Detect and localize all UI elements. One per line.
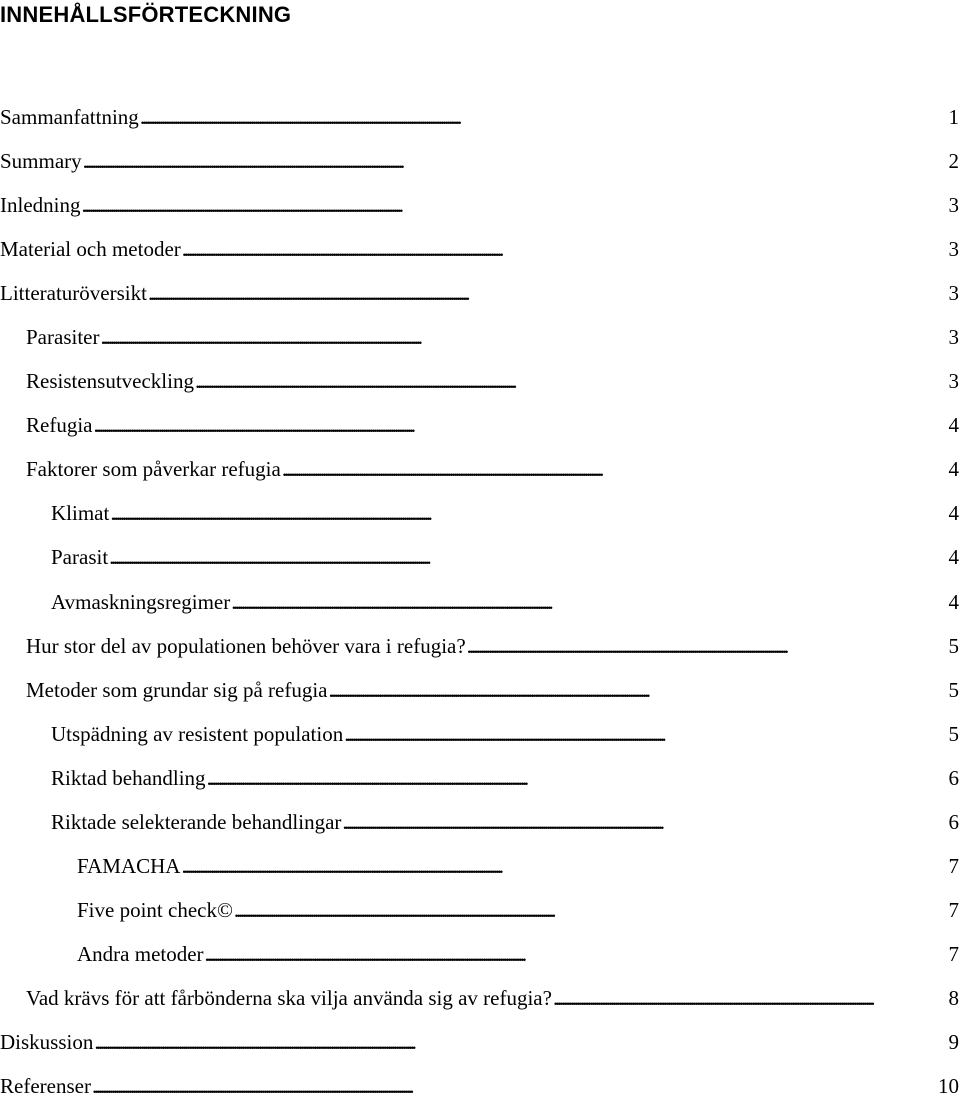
toc-entry-title: Metoder som grundar sig på refugia: [26, 668, 329, 712]
dot-leader: [195, 359, 946, 403]
toc-entry[interactable]: [0, 580, 960, 624]
toc-entry-page: 4: [946, 491, 960, 535]
toc-entry-page: 4: [946, 447, 960, 491]
toc-entry-page: 4: [946, 580, 960, 624]
dot-leader: [282, 447, 946, 491]
toc-entry[interactable]: [0, 668, 960, 712]
toc-entry-title: Summary: [0, 139, 83, 183]
toc-entry-page: 5: [946, 668, 960, 712]
toc-entry[interactable]: [0, 1064, 960, 1108]
toc-entry[interactable]: [0, 932, 960, 976]
toc-entry-title: Andra metoder: [77, 932, 205, 976]
dot-leader: [94, 1020, 945, 1064]
toc-entry-page: 3: [946, 271, 960, 315]
toc-entry[interactable]: [0, 403, 960, 447]
toc-entry-page: 10: [935, 1064, 960, 1108]
toc-entry[interactable]: [0, 712, 960, 756]
dot-leader: [344, 712, 945, 756]
toc-entry-title: Riktade selekterande behandlingar: [51, 800, 342, 844]
toc-entry-page: 3: [946, 359, 960, 403]
dot-leader: [181, 844, 945, 888]
toc-entry[interactable]: [0, 227, 960, 271]
dot-leader: [110, 491, 945, 535]
toc-entry-title: Material och metoder: [0, 227, 182, 271]
dot-leader: [140, 95, 946, 139]
toc-entry-title: FAMACHA: [77, 844, 181, 888]
toc-entry[interactable]: [0, 624, 960, 668]
toc-entry-title: Resistensutveckling: [26, 359, 195, 403]
toc-entry[interactable]: [0, 139, 960, 183]
toc-entry-title: Parasit: [51, 535, 109, 579]
toc-entry[interactable]: [0, 535, 960, 579]
dot-leader: [100, 315, 945, 359]
dot-leader: [81, 183, 945, 227]
toc-entry-page: 7: [946, 888, 960, 932]
toc-entry-page: 9: [946, 1020, 960, 1064]
toc-heading: INNEHÅLLSFÖRTECKNING: [0, 0, 291, 30]
dot-leader: [553, 976, 946, 1020]
toc-entry-page: 7: [946, 932, 960, 976]
toc-entry-page: 3: [946, 183, 960, 227]
dot-leader: [342, 800, 945, 844]
dot-leader: [83, 139, 946, 183]
dot-leader: [92, 1064, 935, 1108]
toc-entry[interactable]: [0, 976, 960, 1020]
toc-entry[interactable]: [0, 359, 960, 403]
toc-entry-page: 2: [946, 139, 960, 183]
toc-entry-page: 3: [946, 227, 960, 271]
dot-leader: [234, 888, 946, 932]
toc-entry-title: Litteraturöversikt: [0, 271, 148, 315]
toc-entry-page: 4: [946, 403, 960, 447]
toc-entry-title: Five point check©: [77, 888, 234, 932]
toc-entry[interactable]: [0, 1020, 960, 1064]
toc-entry[interactable]: [0, 491, 960, 535]
toc-entry-page: 5: [946, 712, 960, 756]
toc-entry-title: Faktorer som påverkar refugia: [26, 447, 282, 491]
toc-entry-page: 6: [946, 756, 960, 800]
dot-leader: [182, 227, 946, 271]
toc-entry[interactable]: [0, 95, 960, 139]
toc-entry-page: 5: [946, 624, 960, 668]
table-of-contents: [0, 95, 960, 1108]
toc-entry-page: 6: [946, 800, 960, 844]
toc-entry[interactable]: [0, 844, 960, 888]
dot-leader: [231, 580, 945, 624]
toc-entry[interactable]: [0, 447, 960, 491]
toc-entry-title: Vad krävs för att fårbönderna ska vilja använda sig av refugia?: [26, 976, 553, 1020]
toc-entry-page: 4: [946, 535, 960, 579]
toc-entry-title: Riktad behandling: [51, 756, 207, 800]
toc-entry-title: Diskussion: [0, 1020, 94, 1064]
toc-entry-title: Klimat: [51, 491, 110, 535]
dot-leader: [205, 932, 946, 976]
toc-entry-page: 7: [946, 844, 960, 888]
toc-entry-title: Hur stor del av populationen behöver vara i refugia?: [26, 624, 467, 668]
dot-leader: [329, 668, 946, 712]
toc-entry-title: Parasiter: [26, 315, 100, 359]
toc-entry[interactable]: [0, 800, 960, 844]
toc-entry-title: Avmaskningsregimer: [51, 580, 231, 624]
toc-entry-title: Referenser: [0, 1064, 92, 1108]
toc-entry-page: 3: [946, 315, 960, 359]
toc-entry[interactable]: [0, 271, 960, 315]
dot-leader: [109, 535, 945, 579]
toc-entry-title: Sammanfattning: [0, 95, 140, 139]
dot-leader: [148, 271, 946, 315]
toc-entry[interactable]: [0, 756, 960, 800]
toc-entry-title: Utspädning av resistent population: [51, 712, 344, 756]
dot-leader: [207, 756, 946, 800]
toc-entry[interactable]: [0, 183, 960, 227]
toc-entry-title: Inledning: [0, 183, 81, 227]
toc-entry-page: 1: [946, 95, 960, 139]
dot-leader: [467, 624, 946, 668]
dot-leader: [93, 403, 945, 447]
toc-entry-page: 8: [946, 976, 960, 1020]
toc-entry-title: Refugia: [26, 403, 93, 447]
toc-entry[interactable]: [0, 888, 960, 932]
toc-entry[interactable]: [0, 315, 960, 359]
